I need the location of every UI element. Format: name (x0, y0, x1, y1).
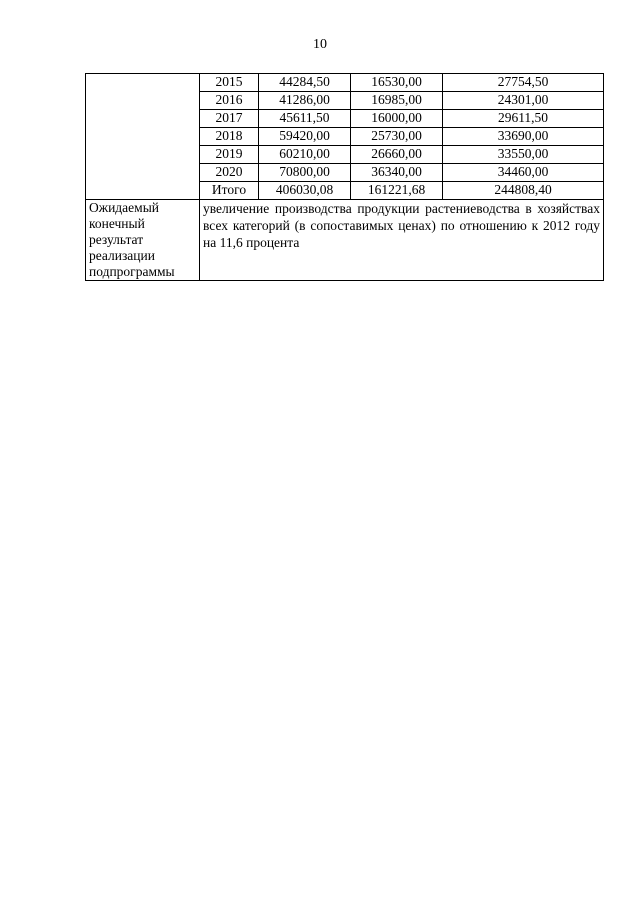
value-cell: 29611,50 (443, 110, 604, 128)
value-cell: 16985,00 (351, 92, 443, 110)
year-cell: 2016 (200, 92, 259, 110)
total-cell: 44284,50 (259, 74, 351, 92)
value-cell: 161221,68 (351, 182, 443, 200)
label-line: реализации (89, 248, 155, 263)
total-cell: 59420,00 (259, 128, 351, 146)
year-cell: 2015 (200, 74, 259, 92)
value-cell: 16530,00 (351, 74, 443, 92)
value-cell: 27754,50 (443, 74, 604, 92)
value-cell: 34460,00 (443, 164, 604, 182)
value-cell: 33690,00 (443, 128, 604, 146)
value-cell: 33550,00 (443, 146, 604, 164)
year-cell: 2020 (200, 164, 259, 182)
value-cell: 24301,00 (443, 92, 604, 110)
value-cell: 36340,00 (351, 164, 443, 182)
funding-table (85, 73, 604, 281)
total-cell: 41286,00 (259, 92, 351, 110)
year-cell: 2019 (200, 146, 259, 164)
label-line: подпрограммы (89, 264, 175, 279)
label-line: конечный (89, 216, 145, 231)
year-cell: 2018 (200, 128, 259, 146)
expected-result-row (86, 200, 604, 281)
total-cell: 406030,08 (259, 182, 351, 200)
label-line: Ожидаемый (89, 200, 159, 215)
total-cell: 70800,00 (259, 164, 351, 182)
value-cell: 16000,00 (351, 110, 443, 128)
page-number: 10 (313, 37, 327, 52)
label-line: результат (89, 232, 144, 247)
total-cell: 45611,50 (259, 110, 351, 128)
expected-result-text: увеличение производства продукции растениеводства в хозяйствах всех категорий (в сопоставимых ценах) по отношению к 2012 году на 11,6 процента (200, 200, 604, 281)
year-cell: Итого (200, 182, 259, 200)
expected-result-label (86, 200, 200, 281)
value-cell: 244808,40 (443, 182, 604, 200)
value-cell: 26660,00 (351, 146, 443, 164)
year-cell: 2017 (200, 110, 259, 128)
empty-label-cell (86, 74, 200, 200)
total-cell: 60210,00 (259, 146, 351, 164)
table-row (86, 74, 604, 92)
value-cell: 25730,00 (351, 128, 443, 146)
